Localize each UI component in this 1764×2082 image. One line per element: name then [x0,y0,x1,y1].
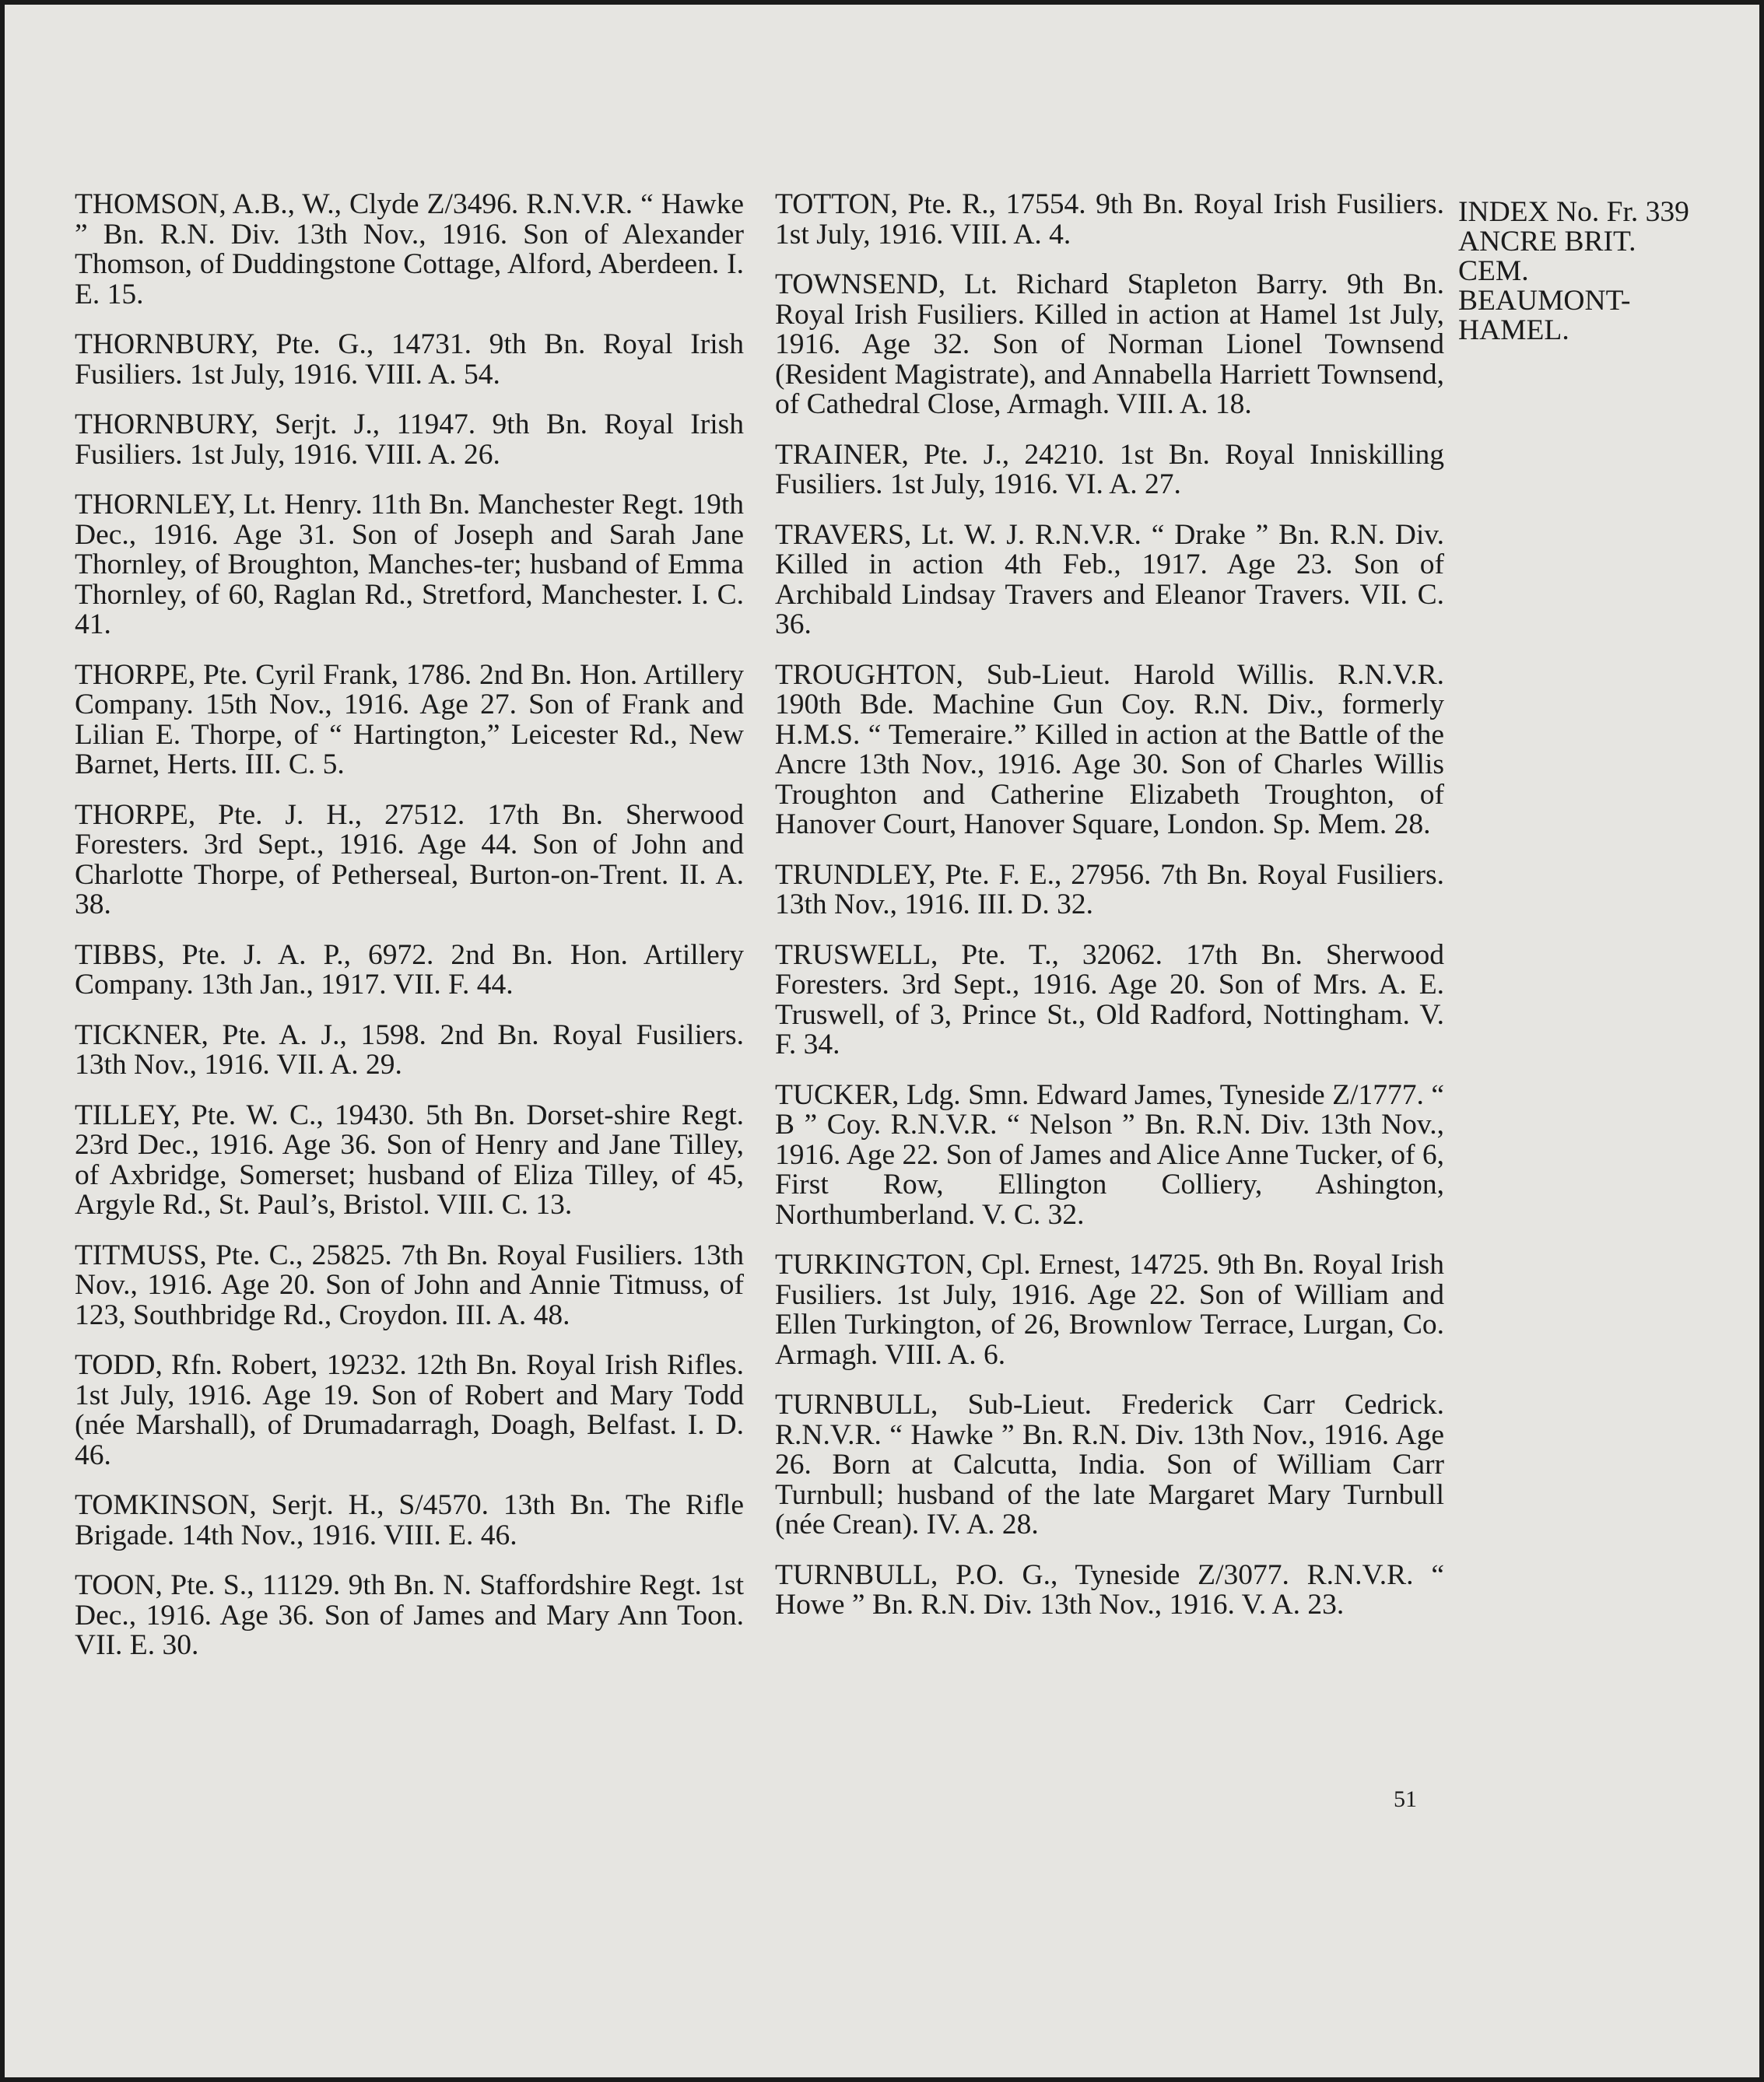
cemetery-index-heading [1458,198,1754,345]
entry: TODD, Rfn. Robert, 19232. 12th Bn. Royal Irish Rifles. 1st July, 1916. Age 19. Son of Robert and Mary Todd (née Marshall), of Drumadarragh, Doagh, Belfast. I. D. 46. [75,1349,744,1471]
entry: TRUNDLEY, Pte. F. E., 27956. 7th Bn. Royal Fusiliers. 13th Nov., 1916. III. D. 32. [775,858,1444,920]
entry: TUCKER, Ldg. Smn. Edward James, Tyneside Z/1777. “ B ” Coy. R.N.V.R. “ Nelson ” Bn. R.N. Div. 13th Nov., 1916. Age 22. Son of James and Alice Anne Tucker, of 6, First Row, Ellington Colliery, Ashington, Northumberland. V. C. 32. [775,1078,1444,1231]
entry: TRAINER, Pte. J., 24210. 1st Bn. Royal Inniskilling Fusiliers. 1st July, 1916. VI. A. 27. [775,438,1444,500]
entry: TICKNER, Pte. A. J., 1598. 2nd Bn. Royal Fusiliers. 13th Nov., 1916. VII. A. 29. [75,1018,744,1081]
entry: TROUGHTON, Sub-Lieut. Harold Willis. R.N.V.R. 190th Bde. Machine Gun Coy. R.N. Div., formerly H.M.S. “ Temeraire.” Killed in action at the Battle of the Ancre 13th Nov., 1916. Age 30. Son of Charles Willis Troughton and Catherine Elizabeth Troughton, of Hanover Court, Hanover Square, London. Sp. Mem. 28. [775,658,1444,840]
entry: THORNBURY, Serjt. J., 11947. 9th Bn. Royal Irish Fusiliers. 1st July, 1916. VIII. A. 26. [75,408,744,471]
entry: THORPE, Pte. Cyril Frank, 1786. 2nd Bn. Hon. Artillery Company. 15th Nov., 1916. Age 27. Son of Frank and Lilian E. Thorpe, of “ Hartington,” Leicester Rd., New Barnet, Herts. III. C. 5. [75,658,744,780]
document-page [5,5,1759,2077]
page-number: 51 [1394,1786,1417,1812]
entry: TOWNSEND, Lt. Richard Stapleton Barry. 9th Bn. Royal Irish Fusiliers. Killed in action at Hamel 1st July, 1916. Age 32. Son of Norman Lionel Townsend (Resident Magistrate), and Annabella Harriett Townsend, of Cathedral Close, Armagh. VIII. A. 18. [775,268,1444,420]
right-column [775,190,1444,1641]
entry: TURKINGTON, Cpl. Ernest, 14725. 9th Bn. Royal Irish Fusiliers. 1st July, 1916. Age 22. Son of William and Ellen Turkington, of 26, Brownlow Terrace, Lurgan, Co. Armagh. VIII. A. 6. [775,1249,1444,1371]
entry: TURNBULL, Sub-Lieut. Frederick Carr Cedrick. R.N.V.R. “ Hawke ” Bn. R.N. Div. 13th Nov., 1916. Age 26. Born at Calcutta, India. Son of William Carr Turnbull; husband of the late Margaret Mary Turnbull (née Crean). IV. A. 28. [775,1389,1444,1540]
entry: TOON, Pte. S., 11129. 9th Bn. N. Staffordshire Regt. 1st Dec., 1916. Age 36. Son of James and Mary Ann Toon. VII. E. 30. [75,1569,744,1661]
entry: TILLEY, Pte. W. C., 19430. 5th Bn. Dorset-shire Regt. 23rd Dec., 1916. Age 36. Son of Henry and Jane Tilley, of Axbridge, Somerset; husband of Eliza Tilley, of 45, Argyle Rd., St. Paul’s, Bristol. VIII. C. 13. [75,1099,744,1221]
entry: TOMKINSON, Serjt. H., S/4570. 13th Bn. The Rifle Brigade. 14th Nov., 1916. VIII. E. 46. [75,1489,744,1551]
entry: TRAVERS, Lt. W. J. R.N.V.R. “ Drake ” Bn. R.N. Div. Killed in action 4th Feb., 1917. Age 23. Son of Archibald Lindsay Travers and Eleanor Travers. VII. C. 36. [775,518,1444,640]
index-line: HAMEL. [1458,314,1569,346]
entry: TIBBS, Pte. J. A. P., 6972. 2nd Bn. Hon. Artillery Company. 13th Jan., 1917. VII. F. 44. [75,938,744,1001]
index-line: CEM. [1458,255,1529,287]
left-column [75,190,744,1681]
entry: THOMSON, A.B., W., Clyde Z/3496. R.N.V.R. “ Hawke ” Bn. R.N. Div. 13th Nov., 1916. Son of Alexander Thomson, of Duddingstone Cottage, Alford, Aberdeen. I. E. 15. [75,188,744,310]
index-line: INDEX No. Fr. 339 [1458,196,1689,228]
entry: TURNBULL, P.O. G., Tyneside Z/3077. R.N.V.R. “ Howe ” Bn. R.N. Div. 13th Nov., 1916. V. A. 23. [775,1558,1444,1621]
entry: THORNBURY, Pte. G., 14731. 9th Bn. Royal Irish Fusiliers. 1st July, 1916. VIII. A. 54. [75,328,744,391]
index-line: ANCRE BRIT. [1458,226,1636,258]
entry: TITMUSS, Pte. C., 25825. 7th Bn. Royal Fusiliers. 13th Nov., 1916. Age 20. Son of John and Annie Titmuss, of 123, Southbridge Rd., Croydon. III. A. 48. [75,1239,744,1331]
index-line: BEAUMONT- [1458,285,1631,317]
entry: TOTTON, Pte. R., 17554. 9th Bn. Royal Irish Fusiliers. 1st July, 1916. VIII. A. 4. [775,188,1444,251]
entry: TRUSWELL, Pte. T., 32062. 17th Bn. Sherwood Foresters. 3rd Sept., 1916. Age 20. Son of Mrs. A. E. Truswell, of 3, Prince St., Old Radford, Nottingham. V. F. 34. [775,938,1444,1060]
entry: THORNLEY, Lt. Henry. 11th Bn. Manchester Regt. 19th Dec., 1916. Age 31. Son of Joseph and Sarah Jane Thornley, of Broughton, Manches-ter; husband of Emma Thornley, of 60, Raglan Rd., Stretford, Manchester. I. C. 41. [75,489,744,640]
entry: THORPE, Pte. J. H., 27512. 17th Bn. Sherwood Foresters. 3rd Sept., 1916. Age 44. Son of John and Charlotte Thorpe, of Petherseal, Burton-on-Trent. II. A. 38. [75,798,744,920]
